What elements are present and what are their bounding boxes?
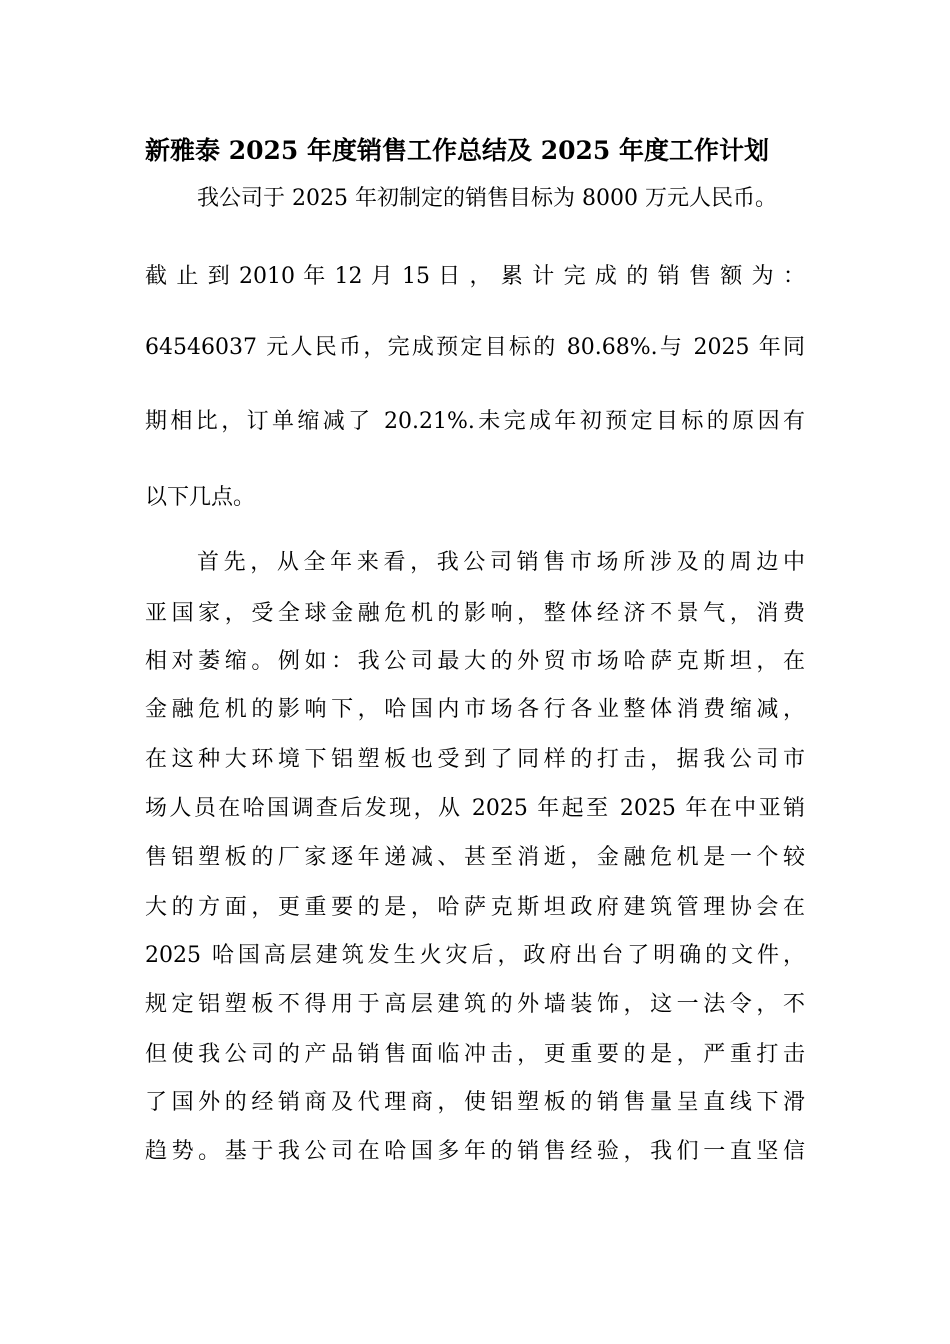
body-line-13: 趋势。基于我公司在哈国多年的销售经验，我们一直坚信 bbox=[145, 1139, 805, 1164]
intro-line-5: 以下几点。 bbox=[145, 485, 256, 510]
body-line-2: 亚国家，受全球金融危机的影响，整体经济不景气，消费 bbox=[145, 601, 805, 626]
body-line-4: 金融危机的影响下，哈国内市场各行各业整体消费缩减， bbox=[145, 697, 805, 722]
body-line-7: 售铝塑板的厂家逐年递减、甚至消逝，金融危机是一个较 bbox=[145, 845, 805, 870]
document-title: 新雅泰 2025 年度销售工作总结及 2025 年度工作计划 bbox=[145, 136, 769, 165]
intro-line-2: 截 止 到 2010 年 12 月 15 日 ， 累 计 完 成 的 销 售 额 为 ： bbox=[145, 264, 805, 289]
intro-line-3: 64546037 元人民币，完成预定目标的 80.68%.与 2025 年同 bbox=[145, 335, 805, 360]
body-line-1: 首先，从全年来看，我公司销售市场所涉及的周边中 bbox=[197, 550, 805, 575]
body-line-5: 在这种大环境下铝塑板也受到了同样的打击，据我公司市 bbox=[145, 747, 805, 772]
body-line-3: 相对萎缩。例如：我公司最大的外贸市场哈萨克斯坦，在 bbox=[145, 649, 805, 674]
body-line-10: 规定铝塑板不得用于高层建筑的外墙装饰，这一法令，不 bbox=[145, 992, 805, 1017]
body-line-6: 场人员在哈国调查后发现，从 2025 年起至 2025 年在中亚销 bbox=[145, 796, 805, 821]
body-line-8: 大的方面，更重要的是，哈萨克斯坦政府建筑管理协会在 bbox=[145, 895, 805, 920]
body-line-11: 但使我公司的产品销售面临冲击，更重要的是，严重打击 bbox=[145, 1042, 805, 1067]
intro-line-4: 期相比，订单缩减了 20.21%.未完成年初预定目标的原因有 bbox=[145, 409, 805, 434]
intro-line-1: 我公司于 2025 年初制定的销售目标为 8000 万元人民币。 bbox=[197, 186, 777, 211]
body-line-9: 2025 哈国高层建筑发生火灾后，政府出台了明确的文件， bbox=[145, 943, 805, 968]
body-line-12: 了国外的经销商及代理商，使铝塑板的销售量呈直线下滑 bbox=[145, 1090, 805, 1115]
